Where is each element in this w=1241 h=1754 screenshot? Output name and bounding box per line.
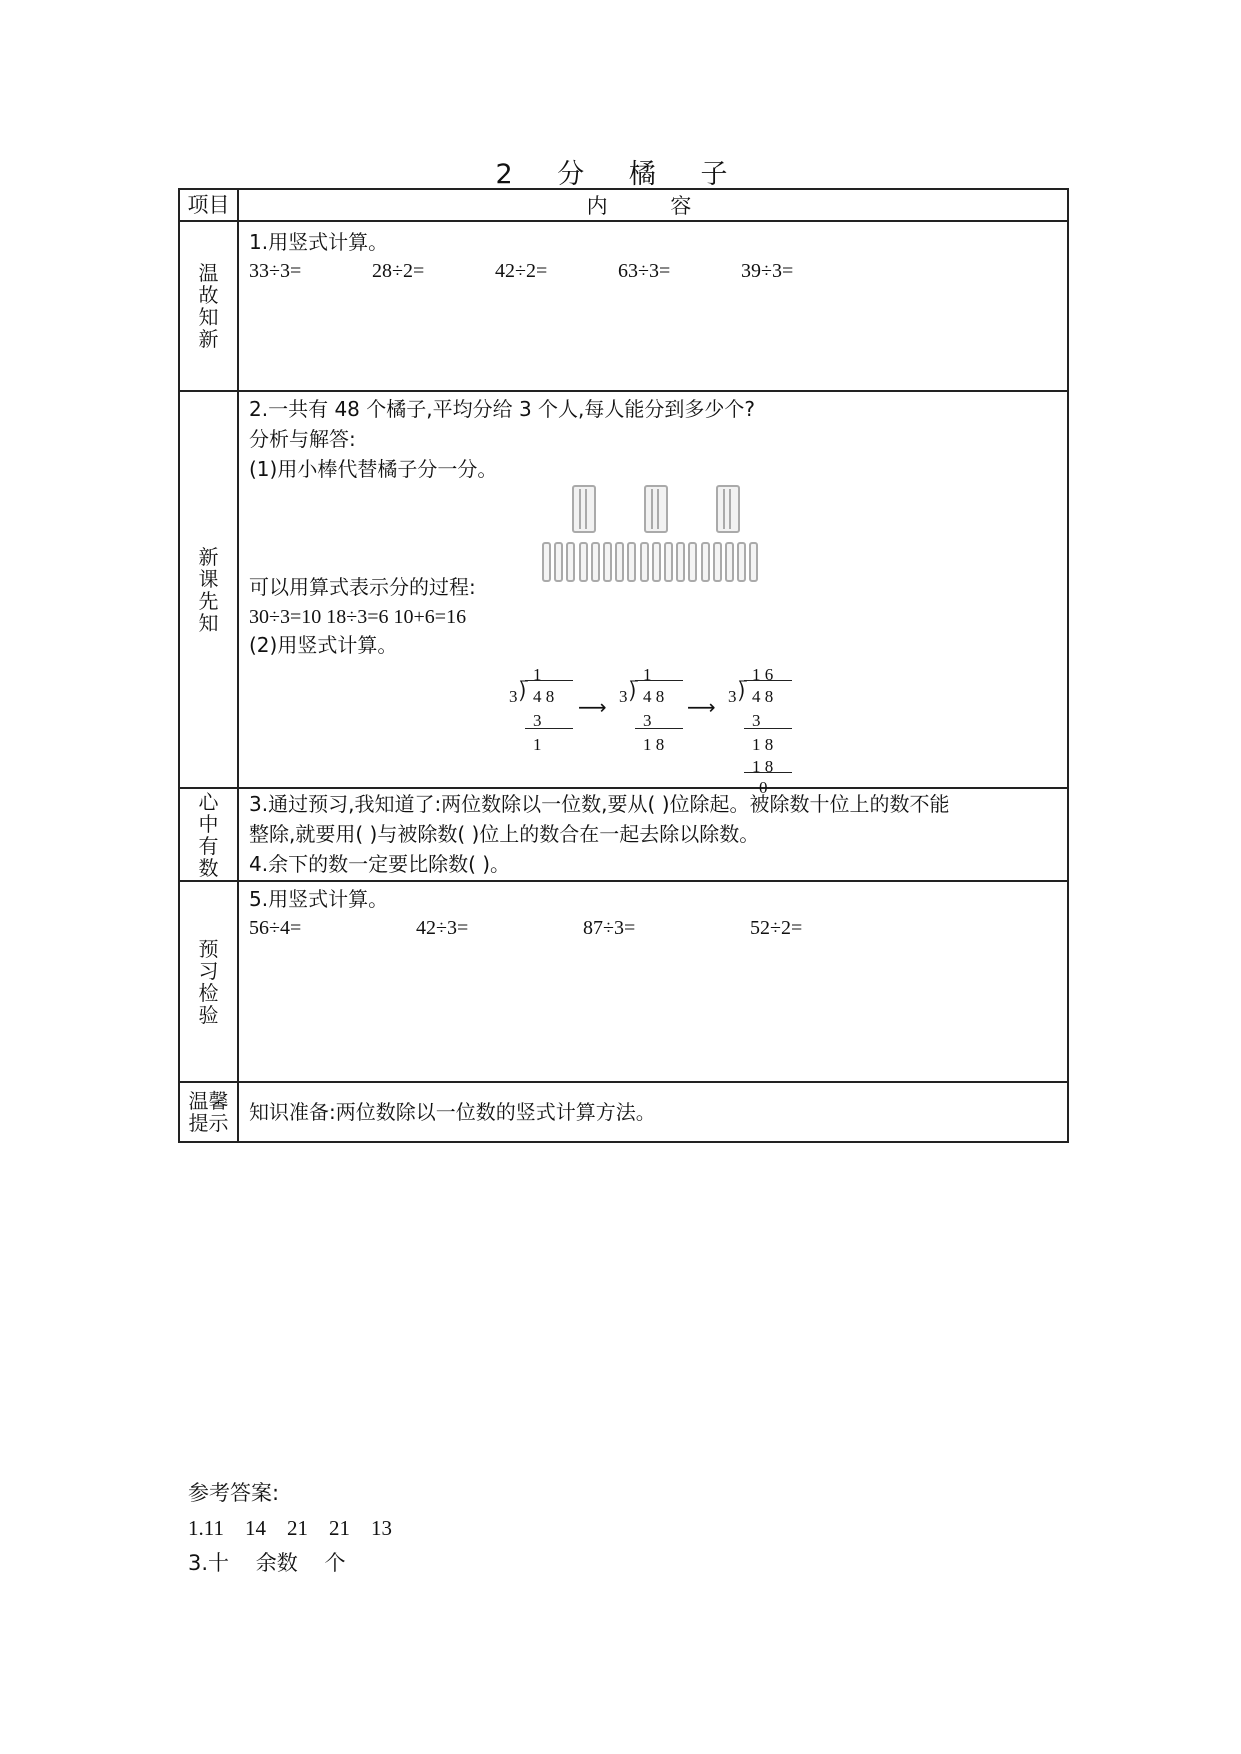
- row-review: [179, 221, 1068, 391]
- row-new-lesson-label: 新 课 先 知: [179, 391, 238, 788]
- answers-line-1: 1.11 14 21 21 13: [188, 1516, 392, 1540]
- page-title: 2 分 橘 子: [495, 159, 746, 190]
- question-3-line-2: 整除,就要用( )与被除数( )位上的数合在一起去除以除数。: [249, 822, 760, 846]
- question-1: 1.用竖式计算。: [249, 230, 389, 254]
- remainder: 1 8: [752, 735, 774, 754]
- header-content-label: 内 容: [238, 189, 1068, 221]
- row-preview-check-label: 预 习 检 验: [179, 881, 238, 1082]
- stick-icon: [676, 542, 685, 582]
- stick-icon: [640, 542, 649, 582]
- long-division-b: 1 3 ⟌ 4 8 3 1 8: [619, 660, 689, 750]
- reference-answers: [188, 1476, 392, 1581]
- subtrahend: 3: [752, 711, 761, 730]
- dividend: 4 8: [752, 687, 774, 706]
- row-review-label: 温 故 知 新: [179, 221, 238, 391]
- stick-icon: [701, 542, 710, 582]
- process-text: 可以用算式表示分的过程:: [249, 575, 476, 599]
- row-tip-content: [238, 1082, 1068, 1142]
- stick-icon: [737, 542, 746, 582]
- equation: 42÷3=: [416, 917, 469, 939]
- subtrahend-2: 1 8: [752, 757, 774, 776]
- remainder: 1: [533, 735, 542, 754]
- subtrahend: 3: [643, 711, 652, 730]
- quotient: 1: [643, 665, 652, 684]
- arrow-icon: ⟶: [578, 695, 607, 719]
- stick-icon: [725, 542, 734, 582]
- stick-icon: [652, 542, 661, 582]
- row-new-lesson: [179, 391, 1068, 788]
- stick-icon: [603, 542, 612, 582]
- dividend: 4 8: [643, 687, 665, 706]
- remainder-2: 0: [759, 778, 768, 797]
- header-item-label: 项目: [179, 189, 238, 221]
- tip-text: 知识准备:两位数除以一位数的竖式计算方法。: [249, 1100, 656, 1124]
- dividend: 4 8: [533, 687, 555, 706]
- stick-icon: [554, 542, 563, 582]
- long-division-c: 1 6 3 ⟌ 4 8 3 1 8 1 8 0: [728, 660, 798, 780]
- equation: 39÷3=: [741, 260, 794, 282]
- quotient: 1 6: [752, 665, 774, 684]
- row-review-content: [238, 221, 1068, 391]
- equation: 87÷3=: [583, 917, 636, 939]
- divisor: 3: [509, 687, 518, 706]
- equation: 52÷2=: [750, 917, 803, 939]
- stick-icon: [713, 542, 722, 582]
- question-3-line-1: 3.通过预习,我知道了:两位数除以一位数,要从( )位除起。被除数十位上的数不能: [249, 792, 950, 816]
- step-2: (2)用竖式计算。: [249, 633, 398, 657]
- stick-icon: [542, 542, 551, 582]
- stick-icon: [591, 542, 600, 582]
- stick-icon: [579, 542, 588, 582]
- equation: 28÷2=: [372, 260, 425, 282]
- worksheet-table: [178, 188, 1069, 1143]
- stick-icon: [566, 542, 575, 582]
- remainder: 1 8: [643, 735, 665, 754]
- divisor: 3: [619, 687, 628, 706]
- long-division-a: 1 3 ⟌ 4 8 3 1: [509, 660, 579, 750]
- row-understanding-content: [238, 788, 1068, 881]
- row-tip: [179, 1082, 1068, 1142]
- divisor: 3: [728, 687, 737, 706]
- row-new-lesson-content: [238, 391, 1068, 797]
- question-2: 2.一共有 48 个橘子,平均分给 3 个人,每人能分到多少个?: [249, 397, 756, 421]
- quotient: 1: [533, 665, 542, 684]
- equation: 56÷4=: [249, 917, 302, 939]
- step-1: (1)用小棒代替橘子分一分。: [249, 457, 498, 481]
- row-tip-label: 温馨 提示: [179, 1082, 238, 1142]
- stick-icon: [688, 542, 697, 582]
- analysis-heading: 分析与解答:: [249, 427, 356, 451]
- process-formulas: 30÷3=10 18÷3=6 10+6=16: [249, 606, 467, 628]
- row-preview-check: [179, 881, 1068, 1082]
- answers-line-2: 3.十 余数 个: [188, 1551, 346, 1575]
- header-row: [179, 189, 1068, 221]
- stick-icon: [615, 542, 624, 582]
- subtrahend: 3: [533, 711, 542, 730]
- equation: 63÷3=: [618, 260, 671, 282]
- row-preview-check-content: [238, 881, 1068, 1082]
- answers-heading: 参考答案:: [188, 1481, 280, 1505]
- stick-icon: [749, 542, 758, 582]
- arrow-icon: ⟶: [687, 695, 716, 719]
- stick-icon: [664, 542, 673, 582]
- equation: 42÷2=: [495, 260, 548, 282]
- row-understanding-label: 心 中 有 数: [179, 788, 238, 881]
- sticks-illustration: [239, 392, 1067, 592]
- equation: 33÷3=: [249, 260, 302, 282]
- row-understanding: [179, 788, 1068, 881]
- stick-icon: [627, 542, 636, 582]
- question-5: 5.用竖式计算。: [249, 887, 389, 911]
- question-4: 4.余下的数一定要比除数( )。: [249, 852, 511, 876]
